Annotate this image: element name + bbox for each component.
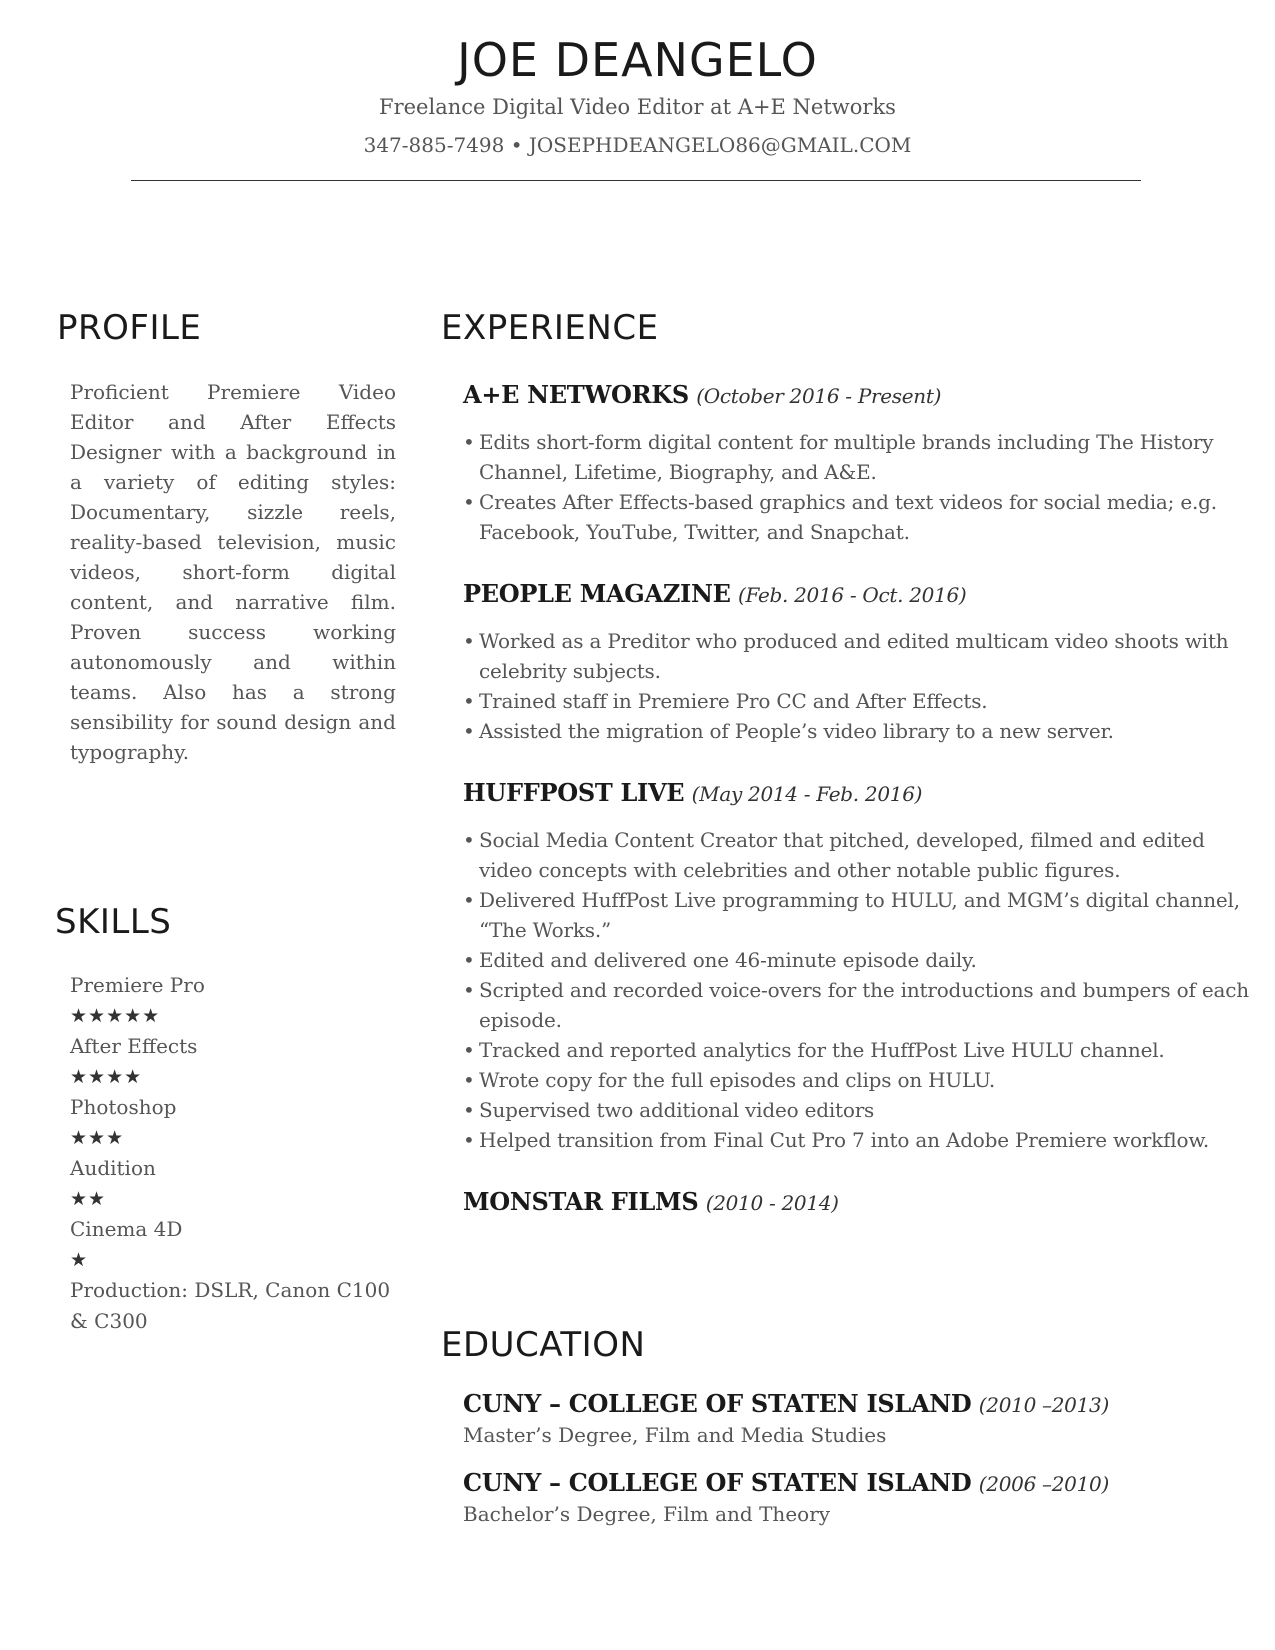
- job-bullet: • Worked as a Preditor who produced and edited multicam video shoots with celebrity subjects.: [463, 626, 1253, 686]
- header-divider: [131, 180, 1141, 181]
- skills-list: [70, 970, 405, 1336]
- education-heading: EDUCATION: [441, 1325, 646, 1365]
- job-company: HUFFPOST LIVE: [463, 778, 685, 807]
- education-school: CUNY – COLLEGE OF STATEN ISLAND: [463, 1389, 972, 1418]
- education-entry: [463, 1467, 1253, 1528]
- job-bullet: • Trained staff in Premiere Pro CC and After Effects.: [463, 686, 1253, 716]
- job-header: [463, 577, 1253, 612]
- job-dates: (Feb. 2016 - Oct. 2016): [737, 583, 967, 607]
- education-header: [463, 1388, 1253, 1421]
- experience-list: [463, 378, 1253, 1250]
- job-company: A+E NETWORKS: [463, 380, 689, 409]
- candidate-name: JOE DEANGELO: [457, 33, 818, 87]
- job-entry: [463, 577, 1253, 746]
- skill-name: Photoshop: [70, 1095, 177, 1119]
- profile-text: Proficient Premiere Video Editor and After Effects Designer with a background in a variety of editing styles: Documentary, sizzle reels, reality-based television, music videos, short-form digital content, and narrative film. Proven success working autonomously and within teams. Also has a strong sensibility for sound design and typography.: [70, 380, 396, 764]
- education-degree: Master’s Degree, Film and Media Studies: [463, 1423, 887, 1447]
- job-bullet: • Assisted the migration of People’s video library to a new server.: [463, 716, 1253, 746]
- candidate-title: Freelance Digital Video Editor at A+E Networks: [379, 95, 896, 119]
- job-entry: [463, 378, 1253, 547]
- education-school: CUNY – COLLEGE OF STATEN ISLAND: [463, 1468, 972, 1497]
- job-bullet: • Supervised two additional video editors: [463, 1095, 1253, 1125]
- profile-heading: PROFILE: [57, 308, 202, 348]
- skill-name: After Effects: [70, 1034, 198, 1058]
- job-dates: (May 2014 - Feb. 2016): [691, 782, 923, 806]
- job-bullet: • Helped transition from Final Cut Pro 7 into an Adobe Premiere workflow.: [463, 1125, 1253, 1155]
- skill-rating-stars: ★★★: [70, 1126, 125, 1149]
- job-bullet: • Delivered HuffPost Live programming to HULU, and MGM’s digital channel, “The Works.”: [463, 885, 1253, 945]
- job-bullet: • Social Media Content Creator that pitched, developed, filmed and edited video concepts with celebrities and other notable public figures.: [463, 825, 1253, 885]
- job-header: [463, 776, 1253, 811]
- skill-name: Audition: [70, 1156, 156, 1180]
- job-dates: (2010 - 2014): [705, 1191, 839, 1215]
- job-header: [463, 1185, 1253, 1220]
- job-bullets: [463, 825, 1253, 1155]
- job-company: PEOPLE MAGAZINE: [463, 579, 731, 608]
- skill-name: Premiere Pro: [70, 973, 205, 997]
- job-header: [463, 378, 1253, 413]
- skills-heading: SKILLS: [55, 902, 172, 942]
- experience-heading: EXPERIENCE: [441, 308, 659, 348]
- job-bullet: • Creates After Effects-based graphics and text videos for social media; e.g. Facebook, YouTube, Twitter, and Snapchat.: [463, 487, 1253, 547]
- contact-info: 347-885-7498 • JOSEPHDEANGELO86@GMAIL.COM: [363, 133, 912, 157]
- job-bullets: [463, 626, 1253, 746]
- resume-header: [0, 30, 1275, 160]
- job-bullets: [463, 427, 1253, 547]
- skill-rating-stars: ★: [70, 1248, 89, 1271]
- education-dates: (2006 –2010): [978, 1472, 1109, 1496]
- skill-name: Cinema 4D: [70, 1217, 183, 1241]
- education-header: [463, 1467, 1253, 1500]
- job-bullet: • Edited and delivered one 46-minute episode daily.: [463, 945, 1253, 975]
- job-entry: [463, 1185, 1253, 1220]
- skill-rating-stars: ★★★★: [70, 1065, 143, 1088]
- education-degree: Bachelor’s Degree, Film and Theory: [463, 1502, 831, 1526]
- job-bullet: • Tracked and reported analytics for the HuffPost Live HULU channel.: [463, 1035, 1253, 1065]
- job-company: MONSTAR FILMS: [463, 1187, 699, 1216]
- job-bullet: • Scripted and recorded voice-overs for the introductions and bumpers of each episode.: [463, 975, 1253, 1035]
- education-dates: (2010 –2013): [978, 1393, 1109, 1417]
- job-bullet: • Edits short-form digital content for multiple brands including The History Channel, Lifetime, Biography, and A&E.: [463, 427, 1253, 487]
- job-bullet: • Wrote copy for the full episodes and clips on HULU.: [463, 1065, 1253, 1095]
- skill-rating-stars: ★★★★★: [70, 1004, 161, 1027]
- skill-rating-stars: ★★: [70, 1187, 107, 1210]
- job-entry: [463, 776, 1253, 1155]
- education-entry: [463, 1388, 1253, 1449]
- production-skills: Production: DSLR, Canon C100 & C300: [70, 1278, 391, 1333]
- job-dates: (October 2016 - Present): [696, 384, 942, 408]
